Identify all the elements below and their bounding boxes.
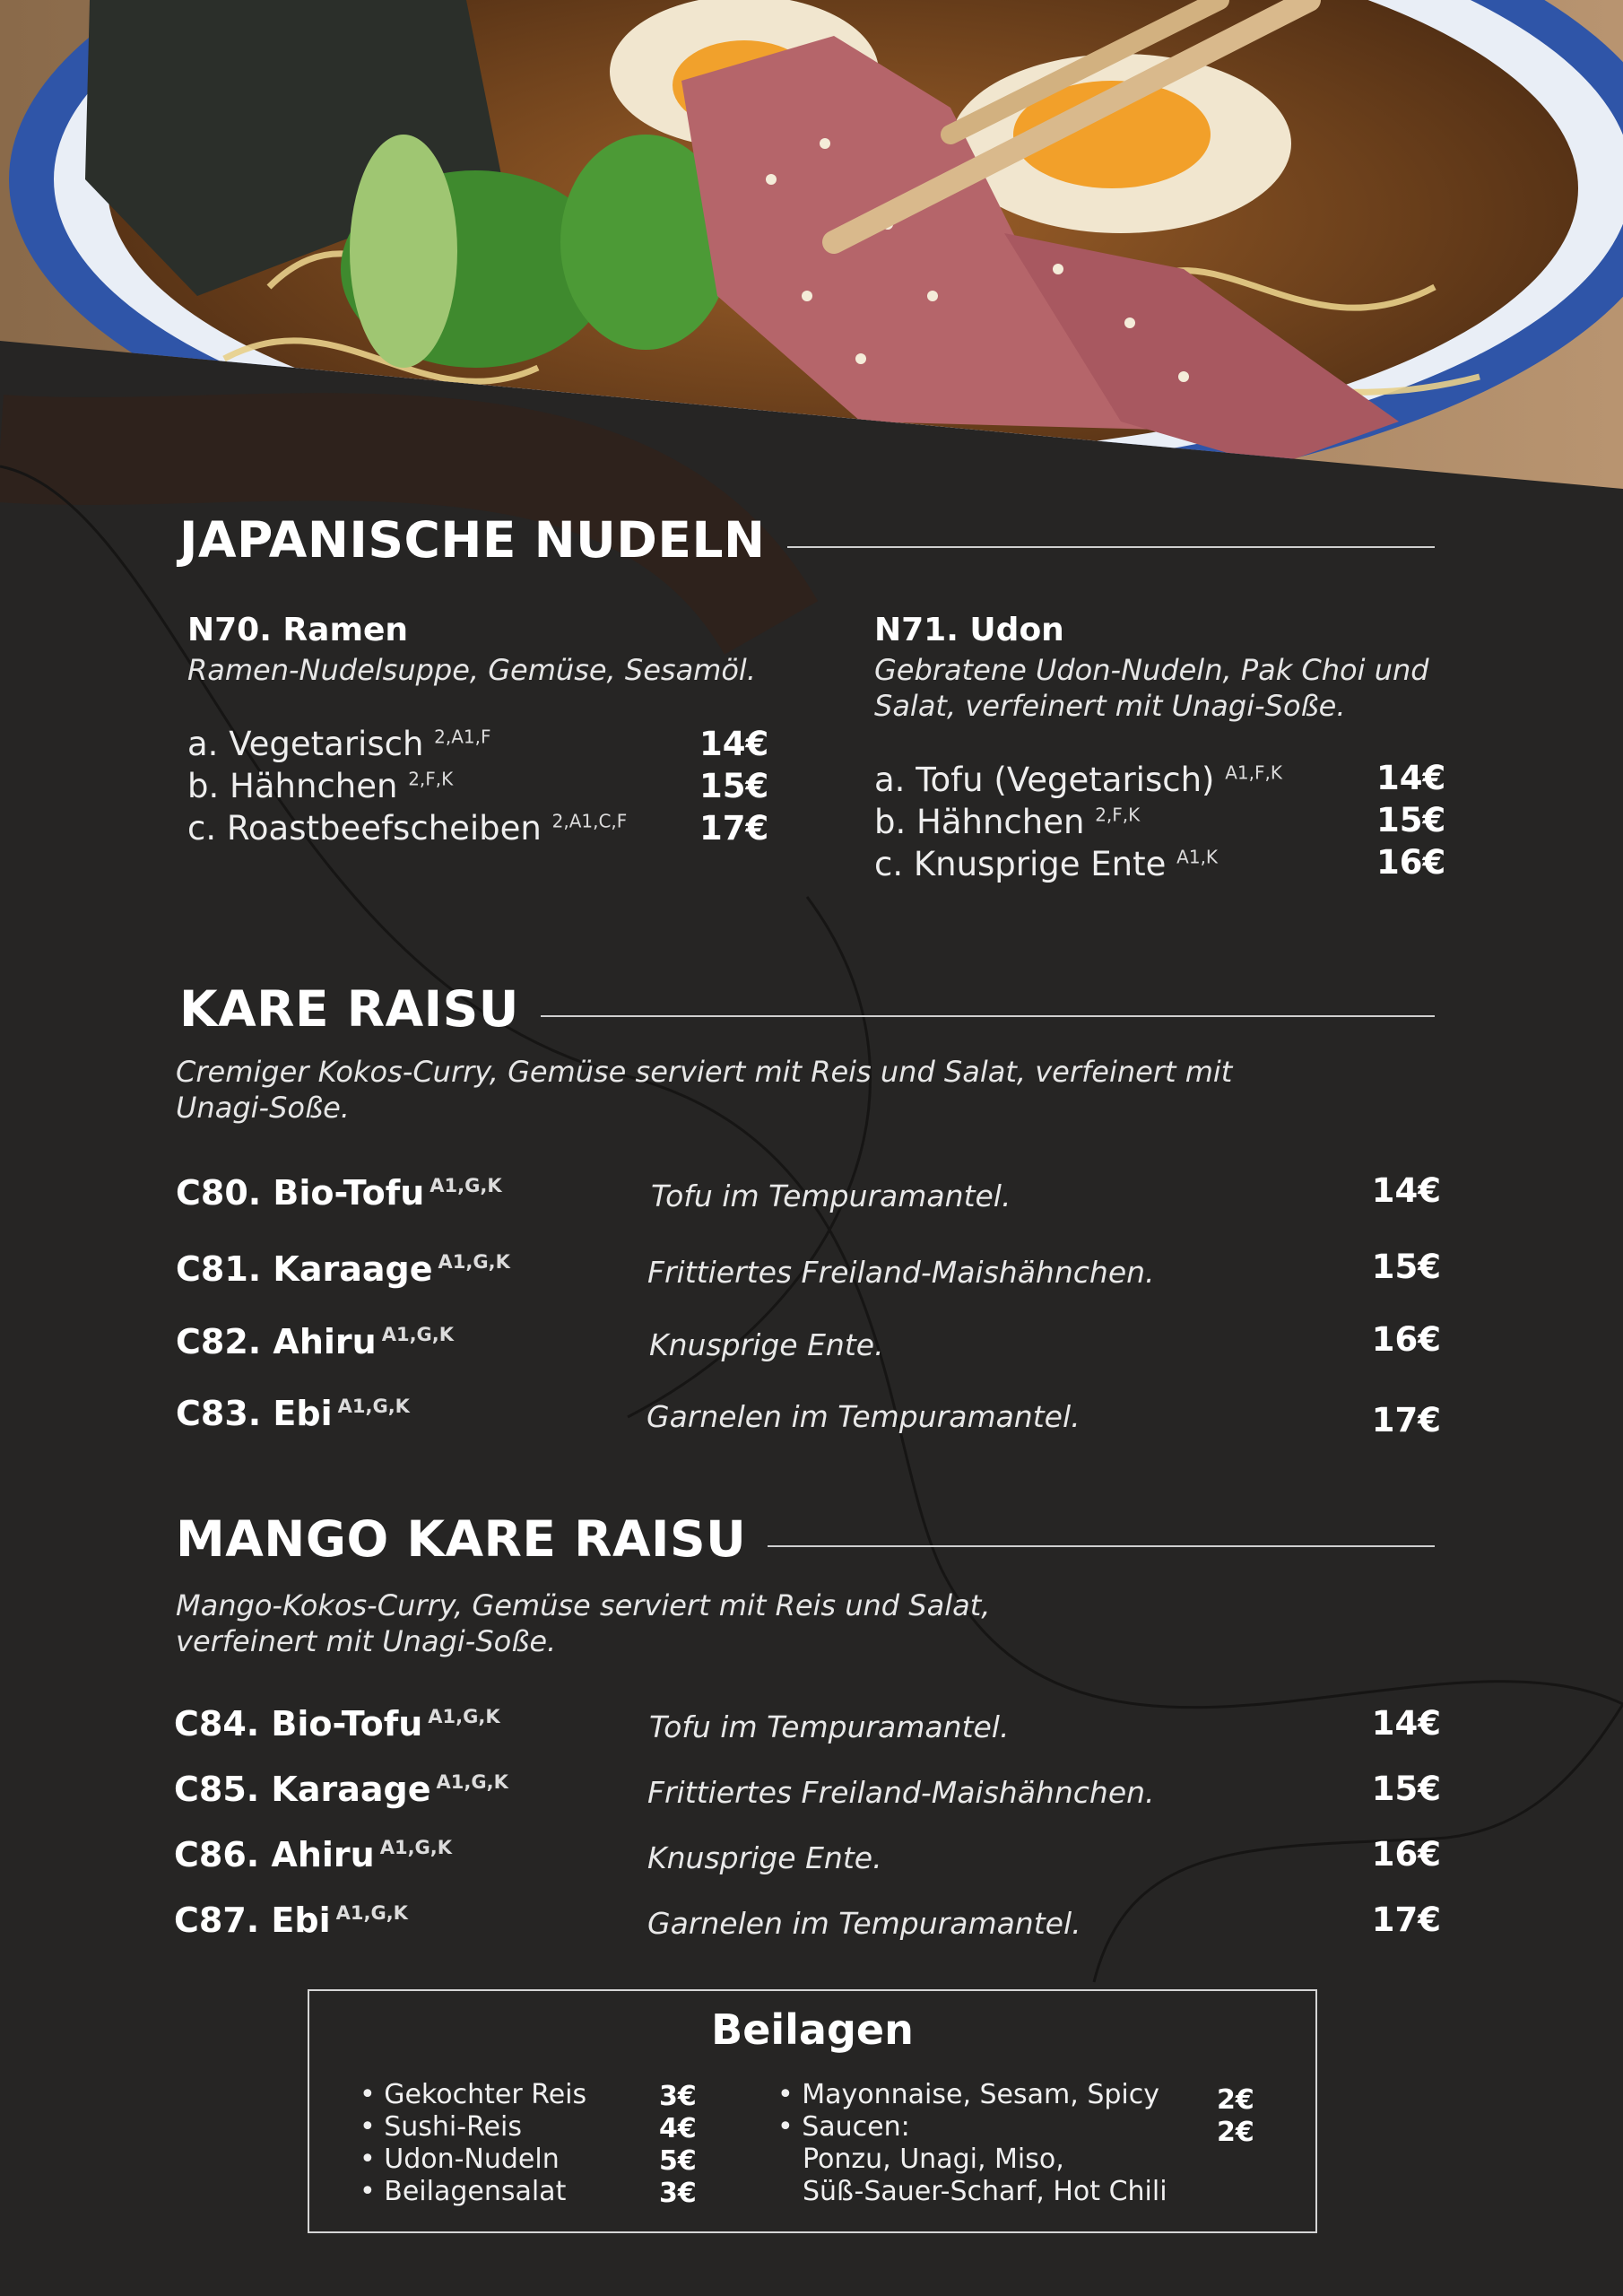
side-price: 3€	[659, 2178, 697, 2209]
divider-line	[541, 1015, 1435, 1017]
ramen-bowl-photo	[0, 0, 1623, 502]
section-description: verfeinert mit Unagi-Soße.	[176, 1624, 557, 1658]
item-description: Knusprige Ente.	[649, 1327, 884, 1362]
price: 17€	[1371, 1900, 1441, 1939]
dish-description: Ramen-Nudelsuppe, Gemüse, Sesamöl.	[187, 653, 756, 687]
beilagen-title: Beilagen	[711, 2005, 914, 2054]
variant-haehnchen	[187, 767, 453, 805]
variant-label: c. Roastbeefscheiben	[187, 809, 542, 848]
item-description: Knusprige Ente.	[647, 1840, 882, 1875]
item-name	[174, 1770, 508, 1809]
item-name	[176, 1173, 502, 1213]
price: 16€	[1376, 843, 1446, 882]
price: 14€	[1376, 759, 1446, 797]
allergens: A1,G,K	[438, 1251, 510, 1274]
price: 15€	[699, 767, 769, 805]
item-description: Garnelen im Tempuramantel.	[647, 1906, 1081, 1941]
allergens: 2,F,K	[408, 768, 454, 790]
item-name	[174, 1900, 408, 1940]
side-item: • Beilagensalat	[360, 2176, 567, 2207]
item-description: Frittiertes Freiland-Maishähnchen.	[647, 1255, 1155, 1290]
item-description: Tofu im Tempuramantel.	[651, 1178, 1011, 1213]
variant-roastbeef	[187, 809, 627, 848]
item-name	[176, 1249, 510, 1289]
price: 17€	[699, 809, 769, 848]
allergens: A1,G,K	[337, 1396, 410, 1418]
allergens: 2,A1,F	[434, 726, 491, 748]
side-price: 2€	[1217, 2117, 1254, 2148]
section-header-mango-kare-raisu	[176, 1510, 1435, 1568]
section-description: Cremiger Kokos-Curry, Gemüse serviert mit Reis und Salat, verfeinert mit	[176, 1055, 1233, 1089]
side-item: Süß-Sauer-Scharf, Hot Chili	[803, 2176, 1167, 2207]
price: 15€	[1371, 1248, 1441, 1286]
variant-ente	[874, 845, 1218, 883]
dish-name: N71. Udon	[874, 612, 1064, 648]
section-description: Mango-Kokos-Curry, Gemüse serviert mit Reis und Salat,	[176, 1588, 991, 1622]
allergens: A1,G,K	[379, 1837, 453, 1859]
section-header-kare-raisu	[179, 980, 1435, 1038]
allergens: A1,K	[1176, 846, 1219, 868]
item-title: C82. Ahiru	[176, 1322, 377, 1361]
side-item: • Gekochter Reis	[360, 2079, 587, 2110]
price: 17€	[1371, 1401, 1441, 1439]
section-header-nudeln	[179, 511, 1435, 569]
allergens: A1,G,K	[436, 1771, 508, 1794]
price: 16€	[1371, 1835, 1441, 1874]
beilagen-box	[308, 1989, 1317, 2233]
item-title: C81. Karaage	[176, 1249, 433, 1289]
variant-tofu	[874, 761, 1282, 799]
variant-vegetarisch	[187, 725, 491, 763]
item-title: C87. Ebi	[174, 1900, 331, 1940]
price: 14€	[699, 725, 769, 763]
variant-label: c. Knusprige Ente	[874, 845, 1167, 883]
price: 15€	[1376, 801, 1446, 839]
variant-label: b. Hähnchen	[187, 767, 398, 805]
side-item: • Saucen:	[777, 2111, 910, 2143]
item-description: Tofu im Tempuramantel.	[649, 1709, 1010, 1744]
price: 15€	[1371, 1770, 1441, 1808]
section-title: KARE RAISU	[179, 980, 519, 1038]
variant-label: a. Tofu (Vegetarisch)	[874, 761, 1215, 799]
variant-label: b. Hähnchen	[874, 803, 1085, 841]
item-title: C83. Ebi	[176, 1394, 333, 1433]
divider-line	[768, 1545, 1435, 1547]
price: 16€	[1371, 1320, 1441, 1359]
allergens: 2,A1,C,F	[551, 810, 628, 832]
side-price: 2€	[1217, 2084, 1254, 2116]
item-name	[176, 1394, 410, 1433]
side-item: • Mayonnaise, Sesam, Spicy	[777, 2079, 1159, 2110]
section-description: Unagi-Soße.	[176, 1091, 350, 1125]
variant-label: a. Vegetarisch	[187, 725, 424, 763]
side-price: 5€	[659, 2145, 697, 2177]
dish-name: N70. Ramen	[187, 612, 409, 648]
item-title: C84. Bio-Tofu	[174, 1704, 423, 1744]
side-item: Ponzu, Unagi, Miso,	[803, 2144, 1064, 2175]
allergens: A1,G,K	[430, 1175, 502, 1197]
item-name	[176, 1322, 454, 1361]
allergens: A1,G,K	[381, 1324, 455, 1346]
item-title: C80. Bio-Tofu	[176, 1173, 425, 1213]
side-price: 4€	[659, 2113, 697, 2144]
item-description: Frittiertes Freiland-Maishähnchen.	[647, 1775, 1155, 1810]
variant-haehnchen	[874, 803, 1140, 841]
price: 14€	[1371, 1171, 1441, 1210]
side-item: • Sushi-Reis	[360, 2111, 523, 2143]
allergens: A1,F,K	[1225, 761, 1282, 784]
item-title: C86. Ahiru	[174, 1835, 375, 1874]
section-title: MANGO KARE RAISU	[176, 1510, 747, 1568]
item-name	[174, 1835, 452, 1874]
item-name	[174, 1704, 500, 1744]
dish-description: Gebratene Udon-Nudeln, Pak Choi und	[874, 653, 1429, 687]
dish-description: Salat, verfeinert mit Unagi-Soße.	[874, 689, 1346, 723]
divider-line	[787, 546, 1435, 548]
allergens: 2,F,K	[1095, 804, 1141, 826]
allergens: A1,G,K	[428, 1706, 500, 1728]
side-item: • Udon-Nudeln	[360, 2144, 560, 2175]
section-title: JAPANISCHE NUDELN	[179, 511, 766, 569]
price: 14€	[1371, 1704, 1441, 1743]
side-price: 3€	[659, 2081, 697, 2112]
item-title: C85. Karaage	[174, 1770, 431, 1809]
item-description: Garnelen im Tempuramantel.	[647, 1399, 1081, 1434]
allergens: A1,G,K	[335, 1902, 408, 1925]
